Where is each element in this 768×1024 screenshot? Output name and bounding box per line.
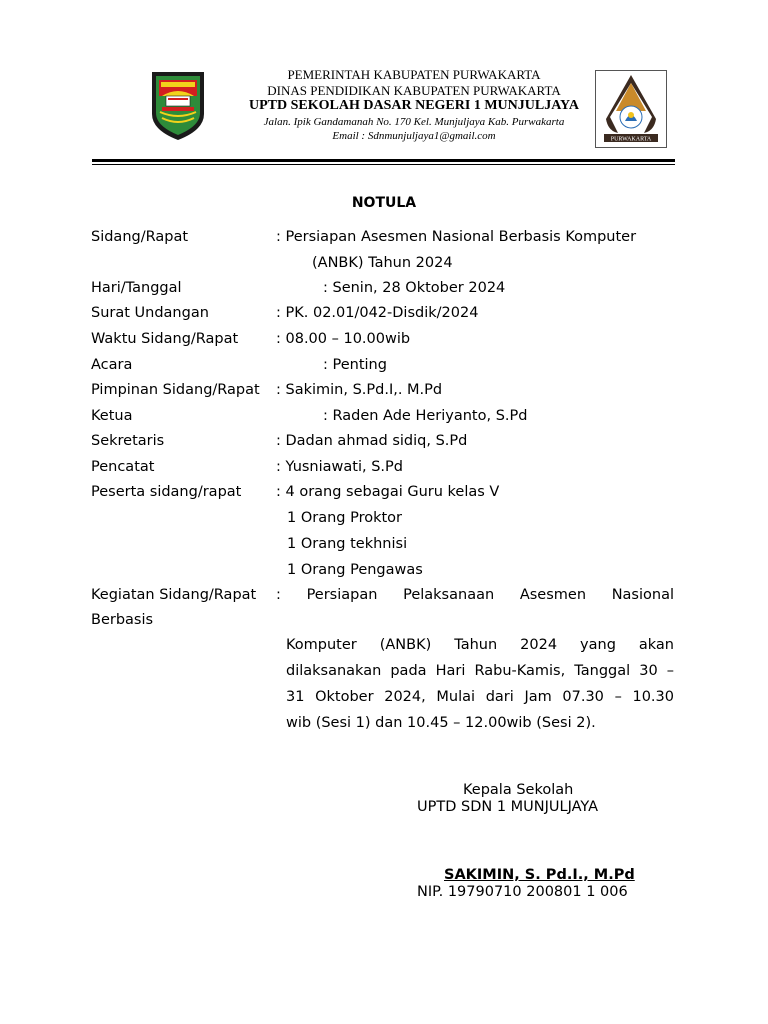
field-label: Pimpinan Sidang/Rapat [91,382,260,398]
field-row [91,433,467,449]
purwakarta-logo [595,70,667,148]
field-value: : Dadan ahmad sidiq, S.Pd [276,433,468,449]
document-title: NOTULA [351,195,417,211]
kegiatan-label-continued: Berbasis [91,612,154,628]
peserta-item: 1 Orang Proktor [287,510,403,526]
signature-org: UPTD SDN 1 MUNJULJAYA [417,799,599,815]
kegiatan-label: Kegiatan Sidang/Rapat [91,587,257,603]
field-row [91,484,499,500]
field-label: Ketua [91,408,133,424]
field-label: Pencatat [91,459,155,475]
field-row [91,280,505,296]
field-row [91,305,478,321]
field-row [91,357,387,373]
field-row [91,459,403,475]
field-row [91,408,527,424]
kop-alamat: Jalan. Ipik Gandamanah No. 170 Kel. Munjuljaya Kab. Purwakarta [263,116,565,128]
field-label: Sekretaris [91,433,165,449]
field-value: : 08.00 – 10.00wib [276,331,411,347]
field-value: : 4 orang sebagai Guru kelas V [276,484,500,500]
kegiatan-value-line: : Persiapan Pelaksanaan Asesmen Nasional [276,587,674,603]
field-label: Surat Undangan [91,305,209,321]
kegiatan-paragraph-line: dilaksanakan pada Hari Rabu-Kamis, Tanggal 30 – [286,663,674,679]
field-label: Hari/Tanggal [91,280,182,296]
field-value: : Penting [323,357,387,373]
kop-sekolah: UPTD SEKOLAH DASAR NEGERI 1 MUNJULJAYA [249,98,579,113]
field-value: : Raden Ade Heriyanto, S.Pd [323,408,528,424]
field-value: : Sakimin, S.Pd.I,. M.Pd [276,382,443,398]
kop-dinas: DINAS PENDIDIKAN KABUPATEN PURWAKARTA [267,83,561,98]
field-label: Acara [91,357,133,373]
kop-email: Email : Sdnmunjuljaya1@gmail.com [332,130,496,142]
kegiatan-row [91,587,276,603]
field-value: : Senin, 28 Oktober 2024 [323,280,506,296]
field-label: Sidang/Rapat [91,229,189,245]
field-label: Waktu Sidang/Rapat [91,331,239,347]
field-row [91,229,636,245]
field-value-continued: (ANBK) Tahun 2024 [312,255,453,271]
field-row [91,331,410,347]
signature-role: Kepala Sekolah [463,782,574,798]
kegiatan-paragraph-line: 31 Oktober 2024, Mulai dari Jam 07.30 – 10.30 [286,689,674,705]
kop-rule-thin [92,164,675,165]
field-value: : Yusniawati, S.Pd [276,459,403,475]
field-label: Peserta sidang/rapat [91,484,242,500]
kop-rule-thick [92,159,675,162]
kop-pemerintah: PEMERINTAH KABUPATEN PURWAKARTA [287,67,541,82]
signature-name: SAKIMIN, S. Pd.I., M.Pd [444,867,635,883]
field-value: : PK. 02.01/042-Disdik/2024 [276,305,479,321]
field-value: : Persiapan Asesmen Nasional Berbasis Komputer [276,229,637,245]
signature-nip: NIP. 19790710 200801 1 006 [417,884,628,900]
peserta-item: 1 Orang Pengawas [287,562,423,578]
field-row [91,382,442,398]
svg-text:PURWAKARTA: PURWAKARTA [610,136,652,143]
kegiatan-paragraph-last: wib (Sesi 1) dan 10.45 – 12.00wib (Sesi 2). [286,715,596,731]
kegiatan-paragraph-line: Komputer (ANBK) Tahun 2024 yang akan [286,637,674,653]
peserta-item: 1 Orang tekhnisi [287,536,408,552]
